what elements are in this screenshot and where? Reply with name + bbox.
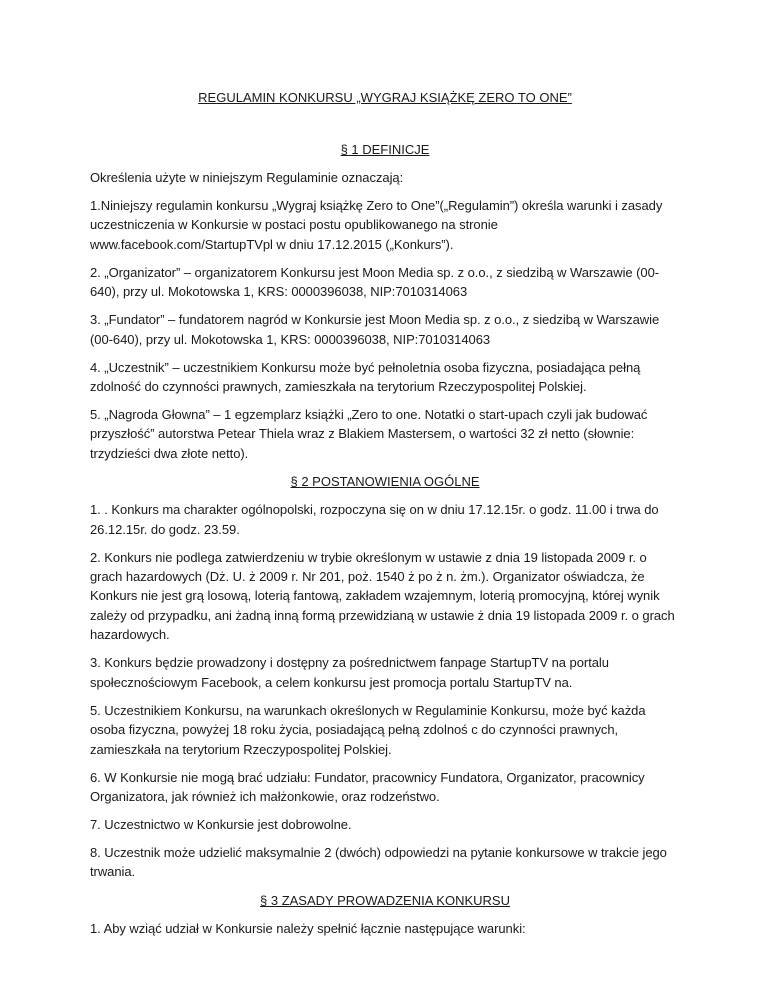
paragraph: 2. „Organizator” – organizatorem Konkursu jest Moon Media sp. z o.o., z siedzibą w Warszawie (00-640), przy ul. Mokotowska 1, KRS: 0000396038, NIP:7010314063 [90, 264, 660, 300]
paragraph: 5. „Nagroda Głowna” – 1 egzemplarz książki „Zero to one. Notatki o start-upach czyli jak budować przyszłość” autorstwa Petear Thiela wraz z Blakiem Mastersem, o wartości 32 zł netto (słownie: trzydzieści dwa złote netto). [90, 407, 648, 461]
section-heading-general-provisions: § 2 POSTANOWIENIA OGÓLNE [290, 474, 480, 490]
paragraph: 1. Aby wziąć udział w Konkursie należy spełnić łącznie następujące warunki: [90, 920, 526, 936]
paragraph: 1.Niniejszy regulamin konkursu „Wygraj książkę Zero to One”(„Regulamin”) określa warunki i zasady uczestniczenia w Konkursie w postaci postu opublikowanego na stronie www.facebook.com/StartupTVpl w dniu 17.12.2015 („Konkurs”). [90, 198, 663, 252]
section-heading-definitions: § 1 DEFINICJE [340, 142, 430, 157]
paragraph: 3. „Fundator” – fundatorem nagród w Konkursie jest Moon Media sp. z o.o., z siedzibą w Warszawie (00-640), przy ul. Mokotowska 1, KRS: 0000396038, NIP:7010314063 [90, 312, 660, 347]
paragraph: 1. . Konkurs ma charakter ogólnopolski, rozpoczyna się on w dniu 17.12.15r. o godz. 11.00 i trwa do 26.12.15r. do godz. 23.59. [90, 502, 659, 537]
paragraph: 2. Konkurs nie podlega zatwierdzeniu w trybie określonym w ustawie z dnia 19 listopada 2009 r. o grach hazardowych (Dż. U. ż 2009 r. Nr 201, poż. 1540 ż po ż n. żm.). Organizator oświadcza, że Konkurs nie jest grą losową, loterią fantową, zakładem wzajemnym, loterią promocyjną, której wynik zależy od przypadku, ani żadną inną formą przewidzianą w ustawie ż dnia 19 listopada 2009 r. o grach hazardowych. [90, 549, 675, 643]
section-heading-contest-rules: § 3 ZASADY PROWADZENIA KONKURSU [260, 892, 510, 908]
paragraph: 7. Uczestnictwo w Konkursie jest dobrowolne. [90, 816, 352, 832]
paragraph: 3. Konkurs będzie prowadzony i dostępny za pośrednictwem fanpage StartupTV na portalu społecznościowym Facebook, a celem konkursu jest promocja portalu StartupTV na. [90, 655, 609, 690]
paragraph: 5. Uczestnikiem Konkursu, na warunkach określonych w Regulaminie Konkursu, może być każda osoba fizyczna, powyżej 18 roku życia, posiadającą pełną zdolnoś c do czynności prawnych, zamieszkała na terytorium Rzeczypospolitej Polskiej. [90, 702, 646, 757]
paragraph: 4. „Uczestnik” – uczestnikiem Konkursu może być pełnoletnia osoba fizyczna, posiadająca pełną zdolność do czynności prawnych, zamieszkała na terytorium Rzeczypospolitej Polskiej. [90, 359, 641, 395]
paragraph: 6. W Konkursie nie mogą brać udziału: Fundator, pracownicy Fundatora, Organizator, pracownicy Organizatora, jak również ich małżonkowie, oraz rodzeństwo. [90, 769, 645, 804]
document-title: REGULAMIN KONKURSU „WYGRAJ KSIĄŻKĘ ZERO TO ONE” [198, 90, 572, 105]
paragraph: 8. Uczestnik może udzielić maksymalnie 2 (dwóch) odpowiedzi na pytanie konkursowe w trakcie jego trwania. [90, 844, 667, 880]
paragraph: Określenia użyte w niniejszym Regulaminie oznaczają: [90, 170, 404, 185]
